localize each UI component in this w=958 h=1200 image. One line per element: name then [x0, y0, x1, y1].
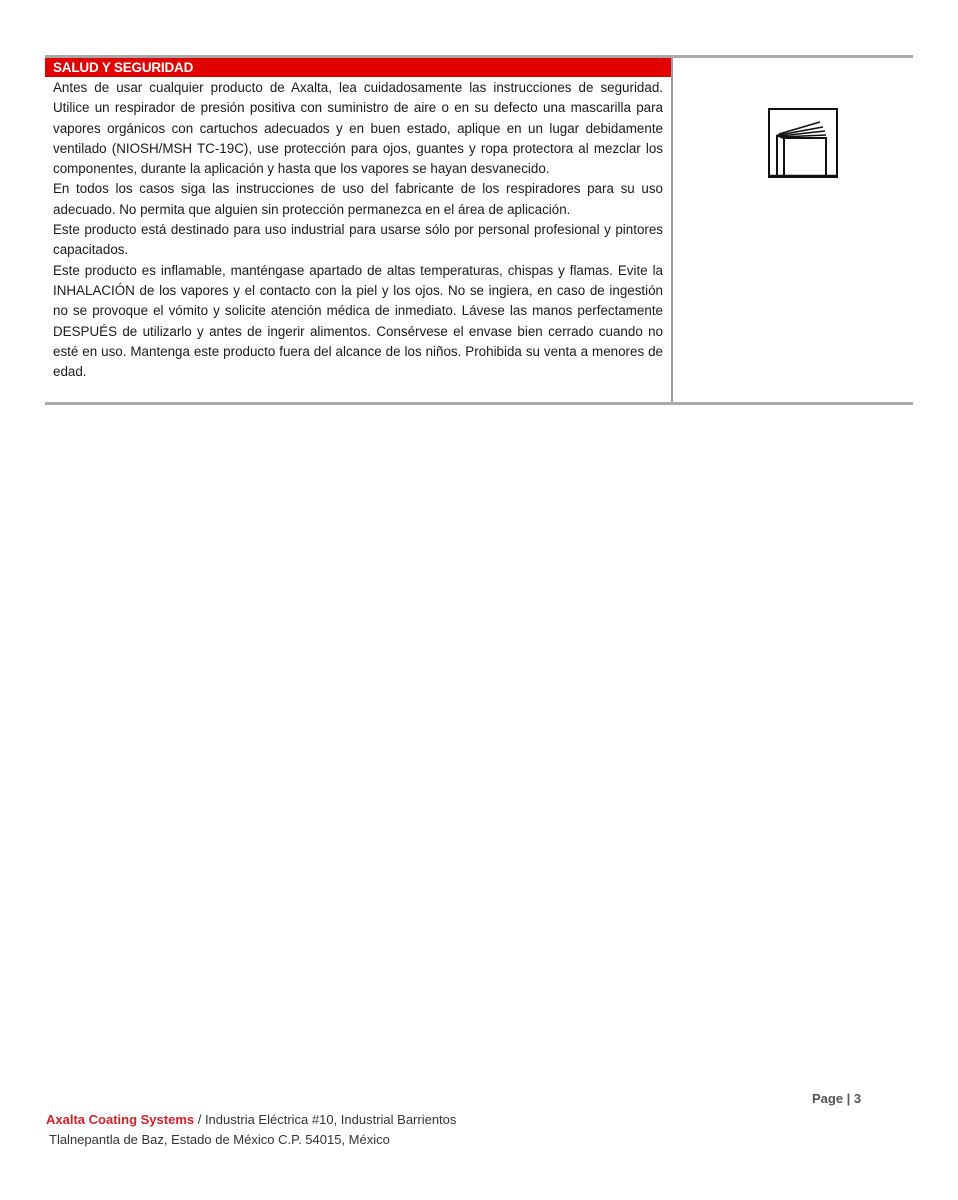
company-name: Axalta Coating Systems [46, 1112, 195, 1127]
safety-icon-cell [673, 58, 913, 402]
page-number: Page | 3 [812, 1091, 862, 1106]
address-line-1: / Industria Eléctrica #10, Industrial Barrientos [194, 1112, 457, 1127]
safety-body [45, 77, 671, 382]
footer-line-1 [46, 1110, 456, 1130]
safety-paragraph: Este producto es inflamable, manténgase apartado de altas temperaturas, chispas y flamas. Evite la INHALACIÓN de los vapores y el contacto con la piel y los ojos. No se ingiera, en caso de ingestión no se provoque el vómito y solicite atención médica de inmediato. Lávese las manos perfectamente DESPUÉS de utilizarlo y antes de ingerir alimentos. Consérvese el envase bien cerrado cuando no esté en uso. Mantenga este producto fuera del alcance de los niños. Prohibida su venta a menores de edad. [53, 262, 663, 380]
safety-text-cell [45, 58, 673, 402]
section-header: SALUD Y SEGURIDAD [45, 58, 671, 77]
footer [46, 1110, 456, 1150]
read-manual-book-icon [768, 108, 838, 178]
safety-table [45, 55, 913, 405]
safety-paragraph: Antes de usar cualquier producto de Axalta, lea cuidadosamente las instrucciones de seguridad. Utilice un respirador de presión positiva con suministro de aire o en su defecto una mascarilla para vapores orgánicos con cartuchos adecuados y en buen estado, aplique en un lugar debidamente ventilado (NIOSH/MSH TC-19C), use protección para ojos, guantes y ropa protectora al mezclar los componentes, durante la aplicación y hasta que los vapores se hayan desvanecido. [53, 80, 663, 177]
safety-paragraph: Este producto está destinado para uso industrial para usarse sólo por personal profesional y pintores capacitados. [53, 222, 663, 258]
safety-paragraph: En todos los casos siga las instrucciones de uso del fabricante de los respiradores para su uso adecuado. No permita que alguien sin protección permanezca en el área de aplicación. [53, 181, 663, 217]
address-line-2: Tlalnepantla de Baz, Estado de México C.P. 54015, México [49, 1132, 390, 1147]
